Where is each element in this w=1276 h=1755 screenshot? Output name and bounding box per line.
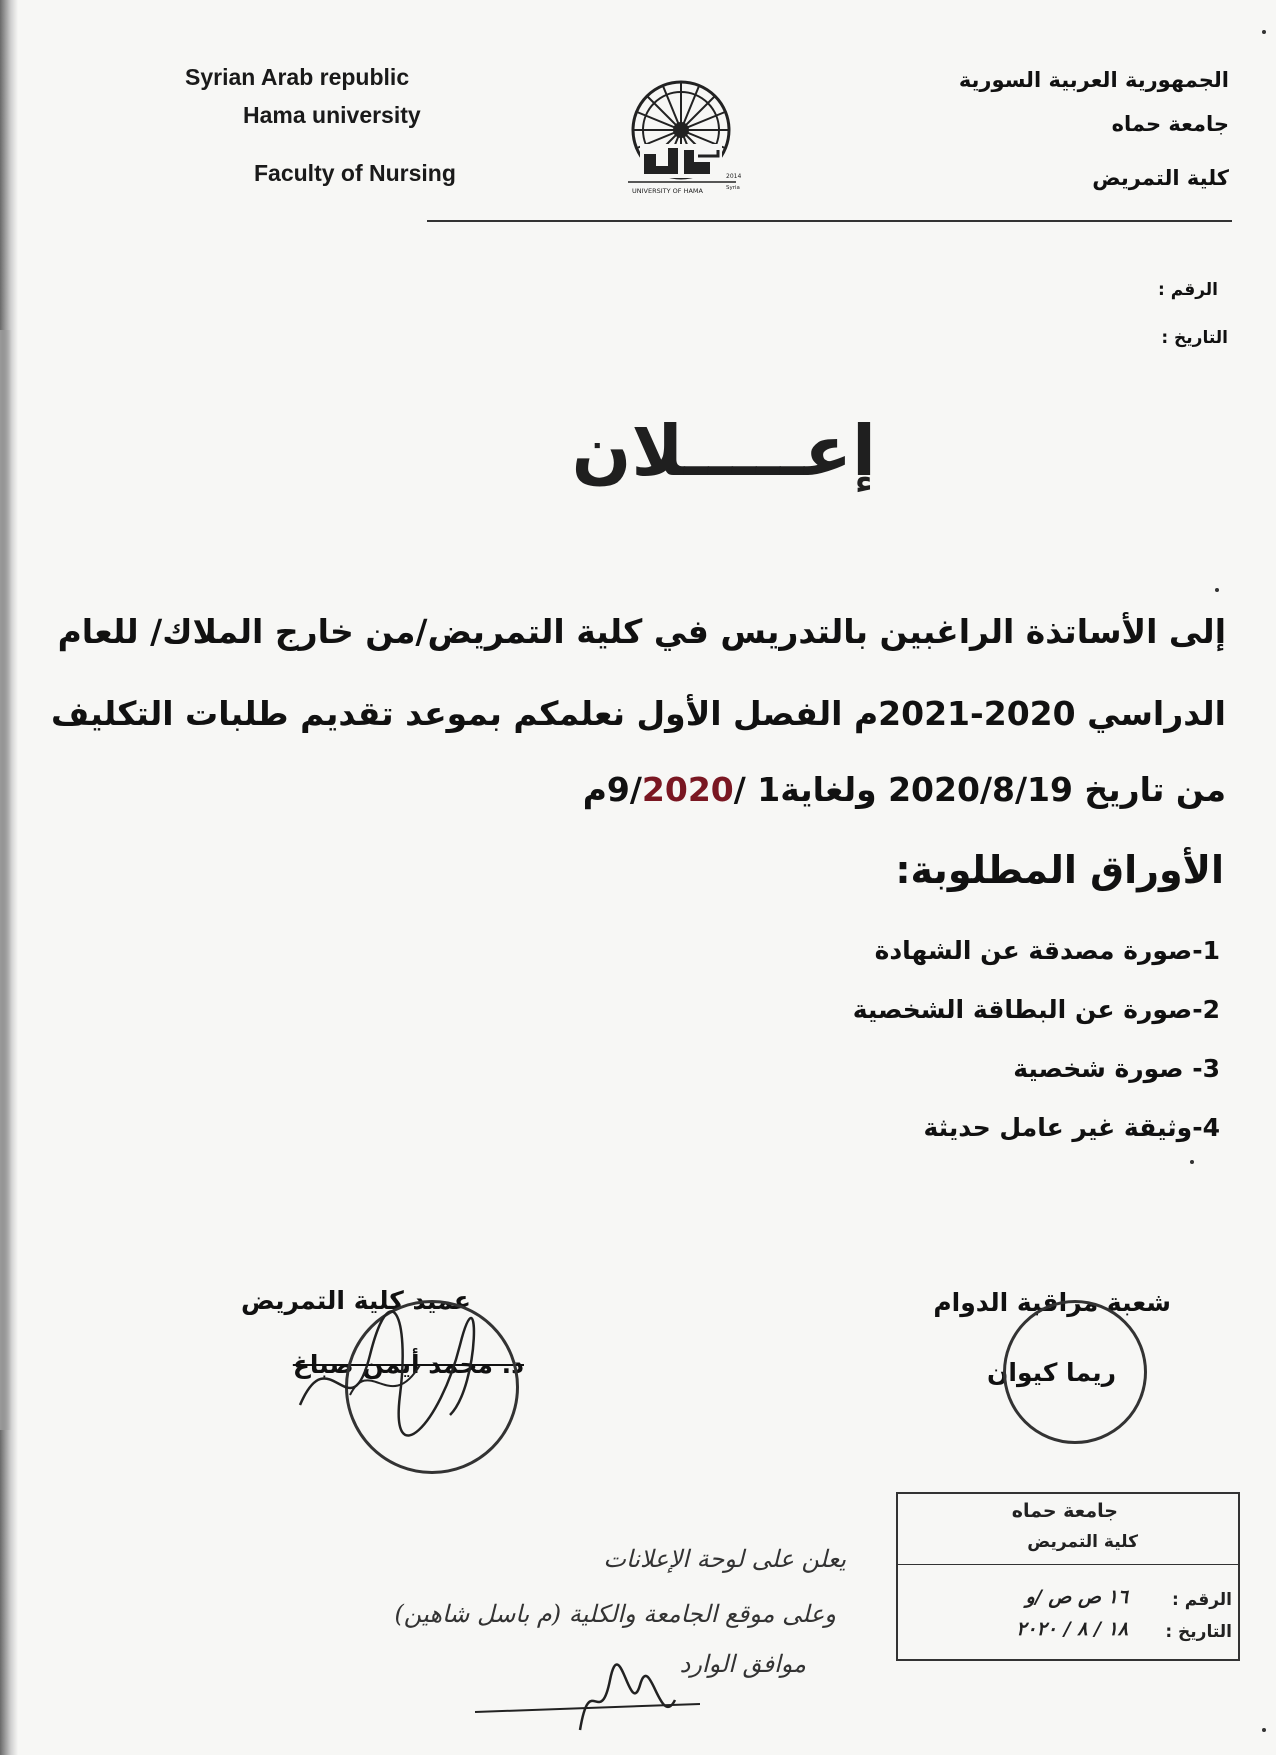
signature-right-title: شعبة مراقبة الدوام bbox=[933, 1288, 1171, 1317]
body-line-3-end: م bbox=[582, 770, 607, 809]
handwritten-note-line-2: وعلى موقع الجامعة والكلية (م باسل شاهين) bbox=[394, 1600, 836, 1628]
registry-stamp-university: جامعة حماه bbox=[1011, 1500, 1118, 1522]
header-divider bbox=[427, 220, 1232, 222]
announcement-title: إعـــــلان bbox=[571, 410, 876, 492]
registry-stamp-date-label: التاريخ : bbox=[1165, 1622, 1232, 1642]
registry-stamp-faculty: كلية التمريض bbox=[1027, 1532, 1138, 1552]
document-item-1: 1-صورة مصدقة عن الشهادة bbox=[874, 936, 1220, 965]
scan-speck bbox=[1262, 1728, 1266, 1732]
handwritten-signature bbox=[470, 1660, 700, 1740]
header-ar-university: جامعة حماه bbox=[1111, 112, 1229, 136]
logo-year: 2014 bbox=[726, 173, 742, 180]
header-en-faculty: Faculty of Nursing bbox=[254, 160, 456, 186]
body-line-3-start: من تاريخ 2020/8/19 ولغاية1 /9/ bbox=[606, 770, 1226, 809]
handwritten-note-line-3: موافق الوارد bbox=[679, 1650, 806, 1678]
document-item-4: 4-وثيقة غير عامل حديثة bbox=[923, 1113, 1220, 1142]
documents-heading: الأوراق المطلوبة: bbox=[895, 848, 1224, 892]
handwritten-note-line-1: يعلن على لوحة الإعلانات bbox=[603, 1545, 846, 1573]
scan-speck bbox=[1215, 588, 1219, 592]
header-ar-faculty: كلية التمريض bbox=[1092, 166, 1229, 190]
document-item-3: 3- صورة شخصية bbox=[1013, 1054, 1220, 1083]
header-en-university: Hama university bbox=[243, 102, 421, 128]
header-en-country: Syrian Arab republic bbox=[185, 64, 410, 90]
signature-left-title: عميد كلية التمريض bbox=[241, 1286, 471, 1315]
signature-right-name: ريما كيوان bbox=[987, 1358, 1116, 1387]
scan-speck bbox=[1262, 30, 1266, 34]
header-ar-country: الجمهورية العربية السورية bbox=[958, 68, 1229, 92]
body-line-1: إلى الأساتذة الراغبين بالتدريس في كلية التمريض/من خارج الملاك/ للعام bbox=[57, 612, 1226, 651]
logo-country: Syria bbox=[726, 185, 740, 191]
body-line-2: الدراسي 2020-2021م الفصل الأول نعلمكم بموعد تقديم طلبات التكليف bbox=[50, 694, 1226, 733]
scan-edge-shadow-inner bbox=[0, 330, 12, 1430]
registry-stamp bbox=[896, 1492, 1240, 1661]
body-line-3 bbox=[583, 770, 1226, 809]
signature-left-scribble bbox=[290, 1295, 490, 1445]
stamp-right bbox=[1003, 1300, 1147, 1444]
document-item-2: 2-صورة عن البطاقة الشخصية bbox=[852, 995, 1220, 1024]
logo-caption: UNIVERSITY OF HAMA bbox=[632, 187, 703, 195]
signature-left-name: د. محمد أيمن صباغ bbox=[292, 1350, 524, 1379]
registry-stamp-date-value: ١٨ / ٨ / ٢٠٢٠ bbox=[1016, 1618, 1128, 1640]
university-logo bbox=[618, 78, 748, 198]
body-line-3-year: 2020 bbox=[641, 770, 734, 809]
reference-number-label: الرقم : bbox=[1158, 280, 1218, 300]
registry-stamp-divider bbox=[898, 1564, 1238, 1565]
date-label: التاريخ : bbox=[1161, 328, 1228, 348]
registry-stamp-number-value: ١٦ ص ص /و bbox=[1025, 1586, 1128, 1608]
registry-stamp-number-label: الرقم : bbox=[1172, 1590, 1232, 1610]
scan-speck bbox=[1190, 1160, 1194, 1164]
